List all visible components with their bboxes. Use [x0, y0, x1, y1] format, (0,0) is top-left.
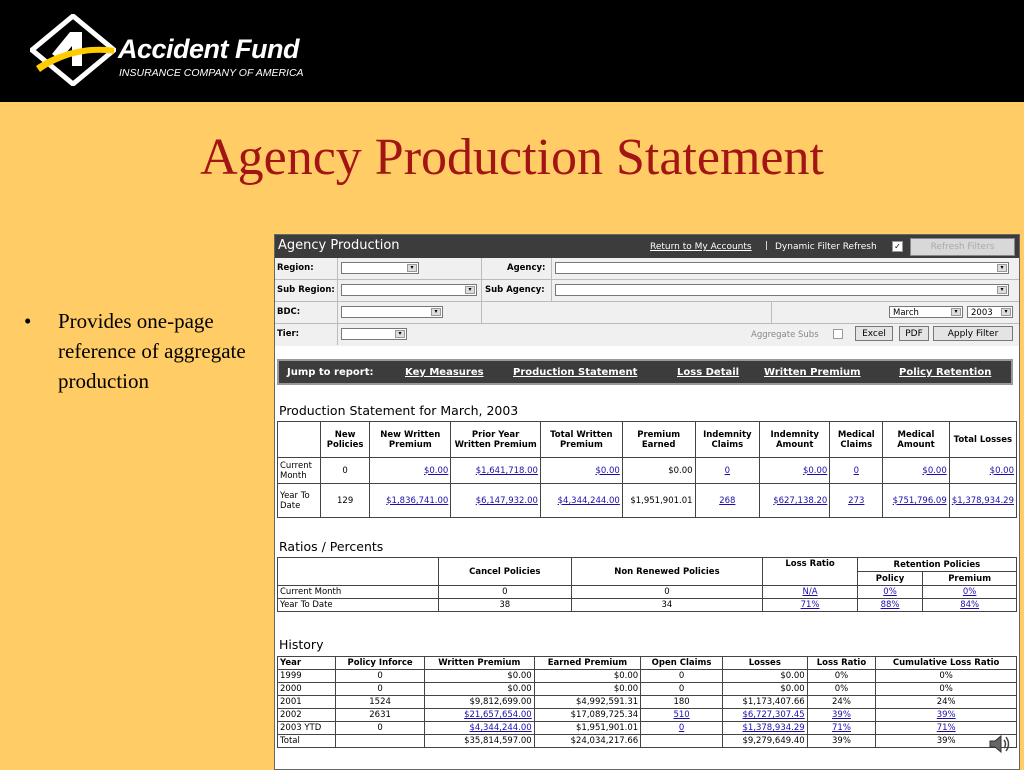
col-non-renewed-policies: Non Renewed Policies	[571, 558, 763, 586]
table-row: 2000 0 $0.00 $0.00 0 $0.00 0% 0%	[278, 683, 1017, 696]
col-medical-claims: Medical Claims	[830, 422, 883, 458]
jump-to-report-bar	[277, 359, 1013, 385]
logo-subtitle: INSURANCE COMPANY OF AMERICA	[119, 67, 304, 79]
dynamic-filter-label: Dynamic Filter Refresh	[775, 242, 877, 252]
filter-panel	[275, 258, 1019, 346]
col-medical-amount: Medical Amount	[883, 422, 949, 458]
history-table: Year Policy Inforce Written Premium Earned Premium Open Claims Losses Loss Ratio Cumulative Loss Ratio 1999 0 $0.00 $0.00 0 $0.00 0% 0% 2000 0 $0.00 $0.00 0 $0.00 0% 0% 2001 1524 $9,812,699.00 $4,992,591.31 180 $1,173,407.66 24% 24% 2002 2631 $21,657,654.00 $17,089,725.34 510 $6,727,307.45 39% 39% 2003 YTD 0 $4,344,244.00 $1,951,901.01 0 $1,378,934.29 71% 71% Total $35,814,597.00 $24,034,217.66 $9,279,649.40 39% 39%	[277, 656, 1017, 748]
return-to-accounts-link[interactable]: Return to My Accounts	[650, 242, 752, 252]
table-row: Year To Date 129 $1,836,741.00 $6,147,932.00 $4,344,244.00 $1,951,901.01 268 $627,138.20 273 $751,796.09 $1,378,934.29	[278, 484, 1017, 518]
bullet-text: Provides one-page reference of aggregate production	[58, 309, 246, 393]
chevron-down-icon: ▾	[997, 264, 1007, 272]
jump-link-written-premium[interactable]: Written Premium	[764, 367, 861, 378]
header-band	[0, 0, 1024, 102]
col-cancel-policies: Cancel Policies	[439, 558, 572, 586]
production-title: Production Statement for March, 2003	[279, 403, 519, 418]
sub-agency-select[interactable]	[555, 284, 1009, 296]
sub-agency-label: Sub Agency:	[485, 285, 545, 295]
bullet-icon: •	[24, 309, 32, 333]
chevron-down-icon: ▾	[395, 330, 405, 338]
region-label: Region:	[277, 263, 314, 273]
aggregate-subs-label: Aggregate Subs	[751, 330, 819, 340]
col-new-policies: New Policies	[321, 422, 370, 458]
jump-link-loss-detail[interactable]: Loss Detail	[677, 367, 740, 378]
col-indemnity-amount: Indemnity Amount	[760, 422, 830, 458]
col-premium-earned: Premium Earned	[622, 422, 695, 458]
pdf-button[interactable]: PDF	[899, 326, 929, 341]
filter-row-bdc	[275, 302, 1019, 324]
agency-production-window	[274, 234, 1020, 770]
aggregate-subs-checkbox[interactable]	[833, 329, 843, 339]
col-total-losses: Total Losses	[949, 422, 1016, 458]
col-total-written-premium: Total Written Premium	[540, 422, 622, 458]
row-label: Year To Date	[278, 484, 321, 518]
tier-select[interactable]	[341, 328, 407, 340]
tier-label: Tier:	[277, 329, 300, 339]
col-prior-year-written-premium: Prior Year Written Premium	[451, 422, 541, 458]
jump-link-production-statement[interactable]: Production Statement	[513, 367, 638, 378]
row-label: Current Month	[278, 458, 321, 484]
col-retention-premium: Premium	[923, 572, 1017, 586]
chevron-down-icon: ▾	[431, 308, 441, 316]
logo-name: Accident Fund	[118, 34, 299, 64]
filter-row-region	[275, 258, 1019, 280]
history-title: History	[279, 637, 324, 652]
jump-link-policy-retention[interactable]: Policy Retention	[899, 367, 992, 378]
chevron-down-icon: ▾	[465, 286, 475, 294]
jump-link-key-measures[interactable]: Key Measures	[405, 367, 484, 378]
apply-filter-button[interactable]: Apply Filter	[933, 326, 1013, 341]
filter-row-tier	[275, 324, 1019, 345]
slide-title: Agency Production Statement	[200, 129, 824, 186]
table-row: Total $35,814,597.00 $24,034,217.66 $9,279,649.40 39% 39%	[278, 735, 1017, 748]
year-select[interactable]: 2003 ▾	[967, 306, 1013, 318]
header-separator: |	[765, 241, 769, 251]
month-select[interactable]: March ▾	[889, 306, 963, 318]
agency-select[interactable]	[555, 262, 1009, 274]
agency-label: Agency:	[507, 263, 546, 273]
ratios-title: Ratios / Percents	[279, 539, 384, 554]
table-row: 2001 1524 $9,812,699.00 $4,992,591.31 180 $1,173,407.66 24% 24%	[278, 696, 1017, 709]
table-row: Current Month 0 0 N/A 0% 0%	[278, 586, 1017, 599]
sub-region-label: Sub Region:	[277, 285, 335, 295]
chevron-down-icon: ▾	[951, 308, 961, 316]
sub-region-select[interactable]	[341, 284, 477, 296]
jump-label: Jump to report:	[287, 367, 374, 378]
table-row: 2002 2631 $21,657,654.00 $17,089,725.34 510 $6,727,307.45 39% 39%	[278, 709, 1017, 722]
ratios-table	[277, 557, 1017, 612]
dynamic-filter-checkbox[interactable]: ✓	[892, 241, 903, 252]
table-row: Year To Date 38 34 71% 88% 84%	[278, 599, 1017, 612]
table-row: 2003 YTD 0 $4,344,244.00 $1,951,901.01 0 $1,378,934.29 71% 71%	[278, 722, 1017, 735]
chevron-down-icon: ▾	[997, 286, 1007, 294]
bdc-label: BDC:	[277, 307, 301, 317]
accident-fund-logo-icon	[30, 14, 116, 86]
chevron-down-icon: ▾	[1001, 308, 1011, 316]
col-retention-policies: Retention Policies	[857, 558, 1016, 572]
col-indemnity-claims: Indemnity Claims	[695, 422, 760, 458]
region-select[interactable]	[341, 262, 419, 274]
production-table	[277, 421, 1017, 518]
col-loss-ratio: Loss Ratio	[763, 558, 858, 586]
table-row: Current Month 0 $0.00 $1,641,718.00 $0.00 $0.00 0 $0.00 0 $0.00 $0.00	[278, 458, 1017, 484]
filter-row-sub-region	[275, 280, 1019, 302]
col-new-written-premium: New Written Premium	[370, 422, 451, 458]
excel-button[interactable]: Excel	[855, 326, 893, 341]
bdc-select[interactable]	[341, 306, 443, 318]
app-title: Agency Production	[278, 238, 400, 253]
app-header	[275, 235, 1019, 258]
col-retention-policy: Policy	[857, 572, 923, 586]
chevron-down-icon: ▾	[407, 264, 417, 272]
table-row: 1999 0 $0.00 $0.00 0 $0.00 0% 0%	[278, 670, 1017, 683]
speaker-icon[interactable]	[988, 733, 1012, 755]
refresh-filters-button[interactable]: Refresh Filters	[910, 238, 1015, 256]
